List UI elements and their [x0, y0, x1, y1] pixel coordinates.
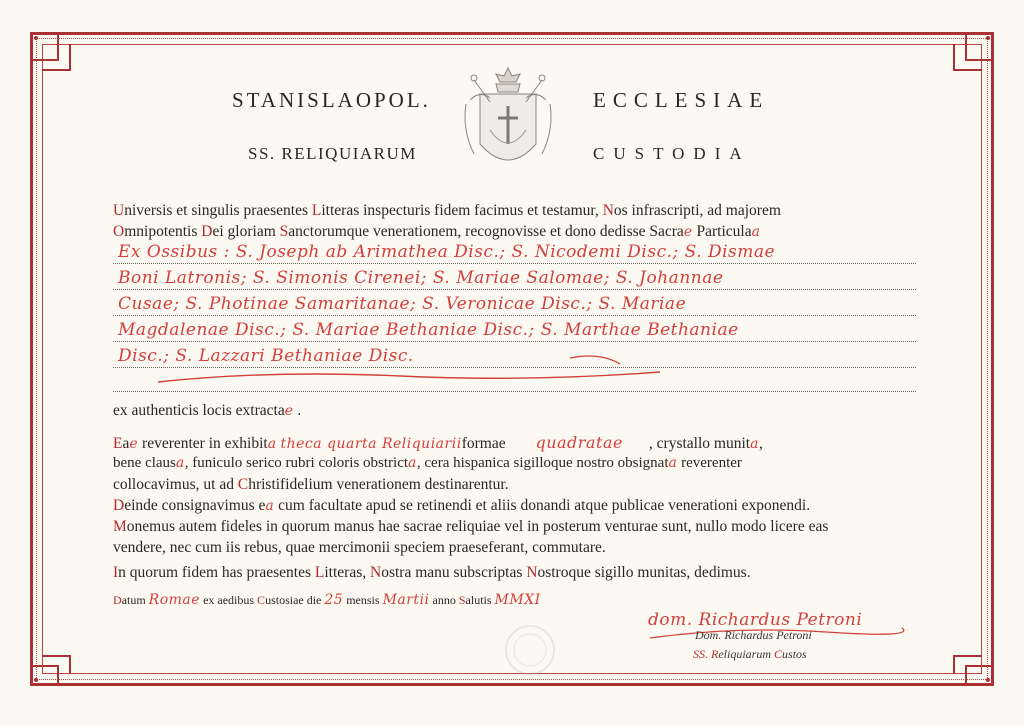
- deinde-paragraph: [113, 495, 917, 517]
- fill-line: [113, 288, 916, 290]
- role-cap: C: [774, 647, 783, 661]
- header-right-bottom: CUSTODIA: [593, 144, 751, 163]
- capsule-paragraph: [113, 474, 917, 495]
- role-text: ustos: [782, 647, 807, 661]
- body-text: atum: [121, 593, 146, 607]
- handwritten-suffix: a: [751, 224, 761, 240]
- intro-text: Particula: [692, 223, 752, 240]
- handwritten-shape: quadratae: [535, 433, 623, 452]
- drop-cap: N: [369, 564, 382, 581]
- drop-cap: D: [201, 223, 213, 240]
- body-text: collocavimus, ut ad: [113, 476, 238, 493]
- drop-cap: N: [602, 202, 614, 219]
- body-text: reverenter in exhibit: [138, 435, 268, 452]
- body-text: onemus autem fideles in quorum manus hae sacrae reliquiae vel in posterum venturae sunt, nullo modo licere eas: [126, 518, 829, 535]
- body-text: bene claus: [113, 455, 176, 471]
- capsule-paragraph: Eae reverenter in exhibita theca quarta Reliquiariiformae quadratae , crystallo munita,: [113, 433, 763, 452]
- intro-paragraph: [113, 200, 917, 243]
- body-text: vendere, nec cum iis rebus, quae mercimonii speciem praeseferant, commutare.: [113, 539, 606, 556]
- fill-line: [113, 314, 916, 316]
- handwritten-suffix: e: [683, 224, 693, 240]
- handwritten-month: Martii: [382, 592, 430, 608]
- handwritten-year: MMXI: [494, 592, 541, 608]
- drop-cap: E: [113, 435, 123, 452]
- header-left-bottom: SS. RELIQUIARUM: [248, 144, 417, 163]
- extracta-text: ex authenticis locis extracta: [113, 402, 285, 419]
- extracta-line: ex authenticis locis extractae .: [113, 402, 302, 419]
- body-text: anno: [429, 593, 459, 607]
- handwritten-day: 25: [324, 592, 344, 608]
- drop-cap: M: [113, 518, 127, 535]
- role-cap: SS. R: [693, 647, 719, 661]
- drop-cap: N: [526, 564, 538, 581]
- handwritten-flourish: [150, 350, 670, 390]
- drop-cap: S: [279, 223, 289, 240]
- drop-cap: U: [113, 202, 125, 219]
- intro-text: ei gloriam: [212, 223, 280, 240]
- embossed-seal: [500, 620, 560, 680]
- handwritten-suffix: a: [175, 455, 185, 471]
- drop-cap: O: [113, 223, 125, 240]
- handwritten-suffix: a: [668, 455, 678, 471]
- datum-line: [113, 590, 917, 611]
- intro-text: mnipotentis: [124, 223, 202, 240]
- monemus-paragraph: [113, 516, 917, 558]
- in-quorum-paragraph: [113, 562, 917, 583]
- handwritten-relic-list: Boni Latronis; S. Simonis Cirenei; S. Mariae Salomae; S. Johannae: [118, 268, 724, 288]
- body-text: ustosiae die: [265, 593, 322, 607]
- custodian-name: Dom. Richardus Petroni: [695, 628, 812, 642]
- handwritten-suffix: e: [129, 436, 139, 452]
- fill-line: [113, 262, 916, 264]
- body-text: hristifidelium venerationem destinarentur.: [248, 476, 509, 493]
- custodian-role: [693, 647, 807, 662]
- capsule-paragraph: [113, 453, 917, 474]
- handwritten-capsule-type: theca quarta Reliquiarii: [280, 436, 462, 452]
- drop-cap: C: [257, 593, 266, 607]
- drop-cap: C: [237, 476, 249, 493]
- body-text: ex aedibus: [200, 593, 258, 607]
- coat-of-arms-emblem: [460, 60, 556, 186]
- handwritten-relic-list: Cusae; S. Photinae Samaritanae; S. Veronicae Disc.; S. Mariae: [118, 294, 687, 314]
- handwritten-signature: dom. Richardus Petroni: [648, 610, 863, 630]
- body-text: einde consignavimus e: [124, 497, 266, 514]
- handwritten-suffix: a: [265, 498, 275, 514]
- handwritten-suffix: a: [408, 455, 417, 471]
- fill-line: [113, 390, 916, 392]
- drop-cap: L: [311, 202, 322, 219]
- body-text: reverenter: [677, 455, 742, 471]
- header-left-top: STANISLAOPOL.: [232, 88, 431, 112]
- intro-text: os infrascripti, ad majorem: [613, 202, 781, 219]
- handwritten-relic-list: Magdalenae Disc.; S. Mariae Bethaniae Disc.; S. Marthae Bethaniae: [118, 320, 739, 340]
- drop-cap: D: [113, 497, 125, 514]
- body-text: itteras,: [324, 564, 370, 581]
- intro-text: anctorumque venerationem, recognovisse et dono dedisse Sacra: [288, 223, 684, 240]
- handwritten-relic-list: Ex Ossibus : S. Joseph ab Arimathea Disc.; S. Nicodemi Disc.; S. Dismae: [118, 242, 776, 262]
- body-text: mensis: [343, 593, 380, 607]
- handwritten-suffix: a: [267, 436, 277, 452]
- handwritten-relic-list: Disc.; S. Lazzari Bethaniae Disc.: [118, 346, 414, 366]
- body-text: ostra manu subscriptas: [381, 564, 527, 581]
- header-right-top: ECCLESIAE: [593, 88, 770, 112]
- handwritten-suffix: e: [284, 403, 294, 419]
- intro-text: niversis et singulis praesentes: [124, 202, 312, 219]
- fill-line: [113, 340, 916, 342]
- drop-cap: D: [113, 593, 122, 607]
- body-text: , cera hispanica sigilloque nostro obsignat: [416, 455, 669, 471]
- drop-cap: S: [458, 593, 466, 607]
- intro-text: itteras inspecturis fidem facimus et testamur,: [321, 202, 603, 219]
- body-text: , funiculo serico rubri coloris obstrict: [184, 455, 409, 471]
- role-text: eliquiarum: [718, 647, 775, 661]
- handwritten-place: Romae: [148, 592, 201, 608]
- body-text: cum facultate apud se retinendi et aliis donandi atque publicae venerationi exponendi.: [274, 497, 811, 514]
- drop-cap: L: [314, 564, 325, 581]
- body-text: , crystallo munit: [648, 435, 751, 452]
- body-text: formae: [461, 435, 506, 452]
- body-text: n quorum fidem has praesentes: [118, 564, 315, 581]
- body-text: a: [122, 435, 130, 452]
- body-text: ostroque sigillo munitas, dedimus.: [537, 564, 751, 581]
- body-text: alutis: [465, 593, 492, 607]
- handwritten-suffix: a: [750, 436, 759, 452]
- drop-cap: I: [113, 564, 119, 581]
